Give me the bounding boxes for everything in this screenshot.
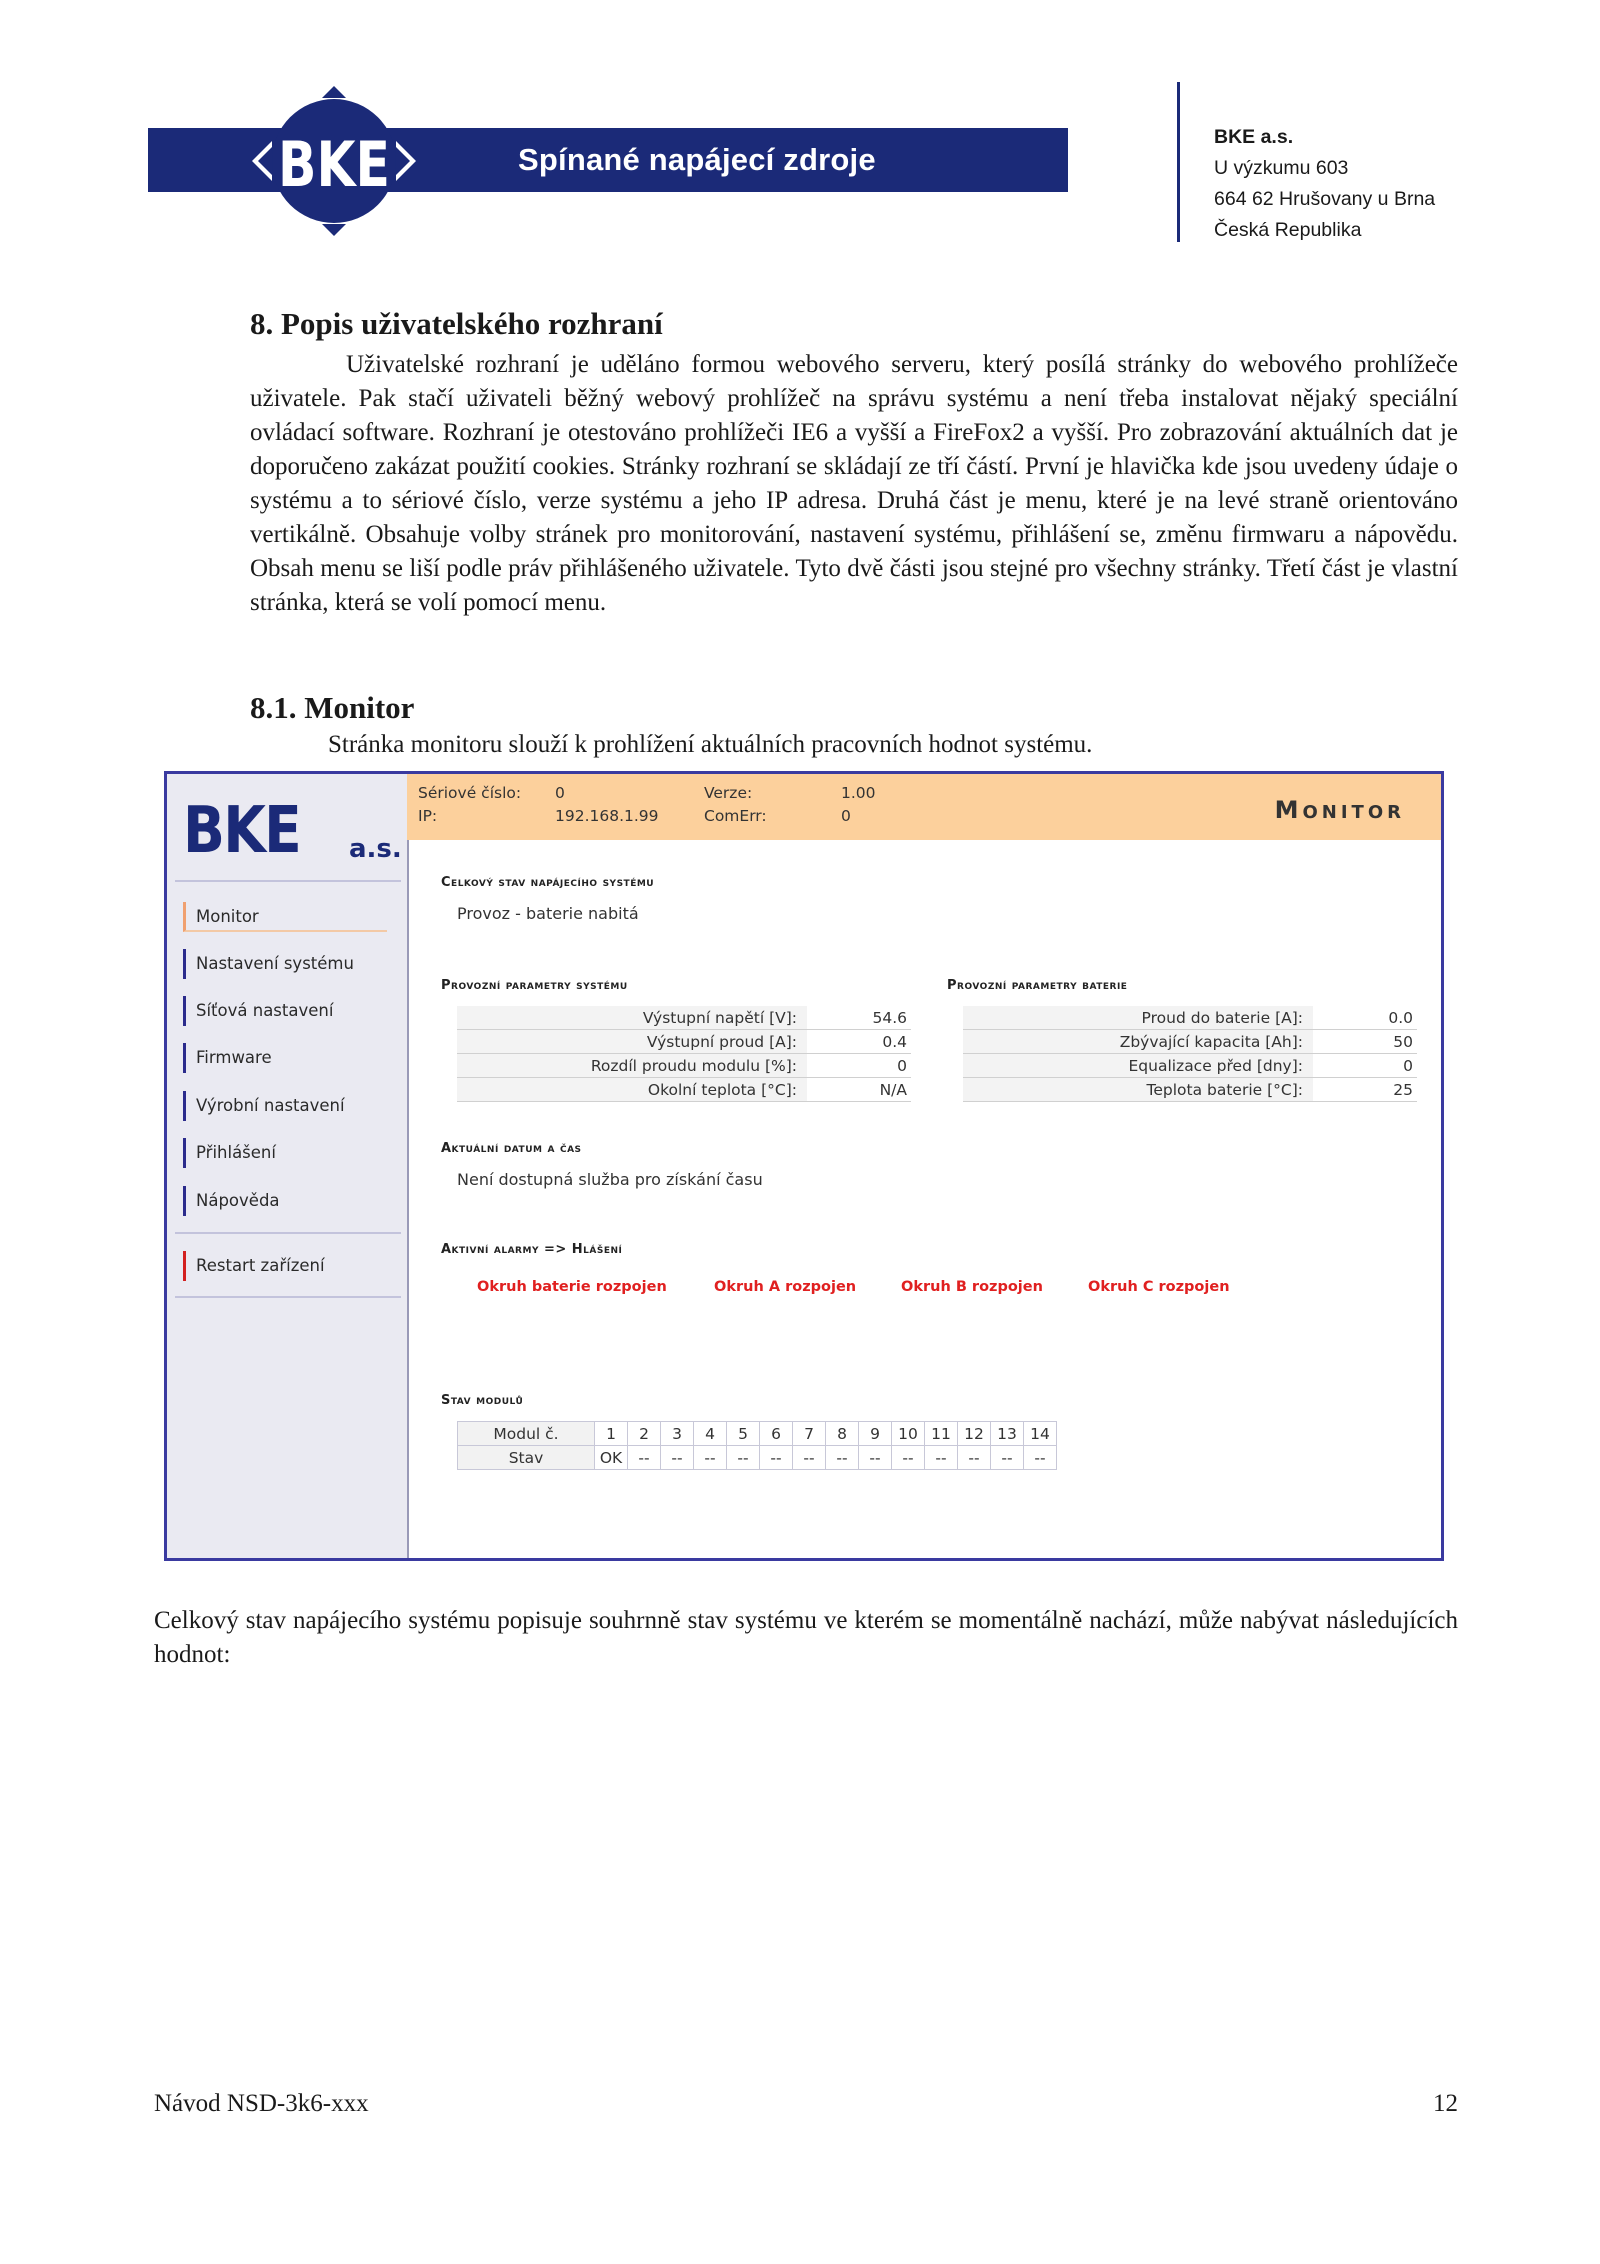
company-address: [1214, 122, 1435, 246]
alarms-title: Aktivní alarmy => Hlášení: [441, 1242, 623, 1257]
alarm-item: Okruh baterie rozpojen: [477, 1279, 667, 1295]
module-number: 14: [1024, 1422, 1057, 1446]
param-label: Rozdíl proudu modulu [%]:: [457, 1054, 807, 1078]
comerr-value: 0: [841, 807, 851, 825]
module-state: --: [661, 1446, 694, 1470]
module-number: 10: [892, 1422, 925, 1446]
system-params-table: [457, 1006, 911, 1102]
module-state: --: [958, 1446, 991, 1470]
subsection-intro: Stránka monitoru slouží k prohlížení aktuálních pracovních hodnot systému.: [328, 731, 1093, 758]
module-state: --: [892, 1446, 925, 1470]
table-row: [963, 1006, 1417, 1030]
param-label: Zbývající kapacita [Ah]:: [963, 1030, 1313, 1054]
module-state: OK: [595, 1446, 628, 1470]
table-row: [963, 1054, 1417, 1078]
module-number: 11: [925, 1422, 958, 1446]
sidebar-divider: [175, 880, 401, 882]
table-row: [457, 1078, 911, 1102]
overall-state-title: Celkový stav napájecího systému: [441, 875, 655, 890]
sidebar-divider: [175, 1296, 401, 1298]
alarm-item: Okruh B rozpojen: [901, 1279, 1043, 1295]
module-number: 1: [595, 1422, 628, 1446]
param-value: 25: [1313, 1078, 1417, 1102]
version-label: Verze:: [704, 784, 753, 802]
module-number: 13: [991, 1422, 1024, 1446]
brand-logo-text: BKE: [183, 794, 301, 868]
page-title-initial: M: [1274, 796, 1303, 824]
table-row: [963, 1030, 1417, 1054]
comerr-label: ComErr:: [704, 807, 767, 825]
info-bar: [407, 774, 1441, 840]
module-state: --: [694, 1446, 727, 1470]
param-value: 0: [1313, 1054, 1417, 1078]
page-title-rest: ONITOR: [1302, 802, 1405, 823]
nav-network-settings[interactable]: Síťová nastavení: [183, 996, 387, 1026]
modules-row-label: Modul č.: [458, 1422, 595, 1446]
alarm-item: Okruh A rozpojen: [714, 1279, 857, 1295]
module-number: 4: [694, 1422, 727, 1446]
version-value: 1.00: [841, 784, 876, 802]
module-state: --: [1024, 1446, 1057, 1470]
battery-params-table: [963, 1006, 1417, 1102]
param-label: Okolní teplota [°C]:: [457, 1078, 807, 1102]
module-state: --: [826, 1446, 859, 1470]
param-value: 0.0: [1313, 1006, 1417, 1030]
module-number: 3: [661, 1422, 694, 1446]
nav-system-settings[interactable]: Nastavení systému: [183, 949, 387, 979]
ip-label: IP:: [418, 807, 438, 825]
modules-title: Stav modulů: [441, 1393, 524, 1408]
nav-monitor[interactable]: Monitor: [183, 902, 387, 932]
system-params-title: Provozní parametry systému: [441, 978, 628, 993]
table-row: [963, 1078, 1417, 1102]
sidebar-divider: [175, 1232, 401, 1234]
param-value: N/A: [807, 1078, 911, 1102]
logo-text: BKE: [278, 128, 390, 201]
subsection-heading: 8.1. Monitor: [250, 690, 415, 725]
footer-document-name: Návod NSD-3k6-xxx: [154, 2090, 369, 2117]
modules-row-label: Stav: [458, 1446, 595, 1470]
nav-firmware[interactable]: Firmware: [183, 1043, 387, 1073]
module-state: --: [991, 1446, 1024, 1470]
section-paragraph: Uživatelské rozhraní je uděláno formou webového serveru, který posílá stránky do webového prohlížeče uživatele. Pak stačí uživateli běžný webový prohlížeč na správu systému a není třeba instalovat nějaký speciální ovládací software. Rozhraní je otestováno prohlížeči IE6 a vyšší a FireFox2 a vyšší. Pro zobrazování aktuálních dat je doporučeno zakázat použití cookies. Stránky rozhraní se skládají ze tří částí. První je hlavička kde jsou uvedeny údaje o systému a to sériové číslo, verze systému a jeho IP adresa. Druhá část je menu, které je na levé straně orientováno vertikálně. Obsahuje volby stránek pro monitorování, nastavení systému, přihlášení se, změnu firmwaru a nápovědu. Obsah menu se liší podle práv přihlášeného uživatele. Tyto dvě části jsou stejné pro všechny stránky. Třetí část je vlastní stránka, která se volí pomocí menu.: [250, 351, 1458, 616]
module-number: 8: [826, 1422, 859, 1446]
alarm-item: Okruh C rozpojen: [1088, 1279, 1230, 1295]
address-street: U výzkumu 603: [1214, 157, 1349, 179]
module-number: 6: [760, 1422, 793, 1446]
serial-label: Sériové číslo:: [418, 784, 522, 802]
modules-state-row: [458, 1446, 1057, 1470]
param-value: 0: [807, 1054, 911, 1078]
monitor-screenshot: [164, 771, 1444, 1561]
module-state: --: [859, 1446, 892, 1470]
header-band-text: Spínané napájecí zdroje: [518, 142, 876, 177]
module-number: 5: [727, 1422, 760, 1446]
brand-suffix: a.s.: [349, 834, 402, 864]
modules-number-row: [458, 1422, 1057, 1446]
datetime-value: Není dostupná služba pro získání času: [457, 1170, 763, 1189]
module-number: 12: [958, 1422, 991, 1446]
footer-page-number: 12: [1433, 2090, 1458, 2117]
nav-help[interactable]: Nápověda: [183, 1186, 387, 1216]
module-number: 7: [793, 1422, 826, 1446]
table-row: [457, 1054, 911, 1078]
description-paragraph: Celkový stav napájecího systému popisuje souhrnně stav systému ve kterém se momentálně nachází, může nabývat následujících hodnot:: [154, 1607, 1458, 1668]
sidebar: [167, 774, 409, 1558]
module-number: 2: [628, 1422, 661, 1446]
ip-value: 192.168.1.99: [555, 807, 659, 825]
sidebar-brand: [183, 794, 402, 868]
bke-logo: [246, 86, 422, 236]
table-row: [457, 1006, 911, 1030]
serial-value: 0: [555, 784, 565, 802]
address-city: 664 62 Hrušovany u Brna: [1214, 188, 1436, 210]
module-state: --: [628, 1446, 661, 1470]
module-state: --: [727, 1446, 760, 1470]
nav-restart-device[interactable]: Restart zařízení: [183, 1251, 387, 1281]
modules-table: [457, 1421, 1057, 1470]
overall-state-value: Provoz - baterie nabitá: [457, 904, 639, 923]
param-value: 0.4: [807, 1030, 911, 1054]
param-value: 50: [1313, 1030, 1417, 1054]
battery-params-title: Provozní parametry baterie: [947, 978, 1128, 993]
module-state: --: [793, 1446, 826, 1470]
nav-factory-settings[interactable]: Výrobní nastavení: [183, 1091, 387, 1121]
module-number: 9: [859, 1422, 892, 1446]
address-country: Česká Republika: [1214, 219, 1362, 241]
page-title-monitor: [1275, 796, 1405, 824]
company-name: BKE a.s.: [1214, 126, 1294, 148]
datetime-title: Aktuální datum a čas: [441, 1141, 582, 1156]
param-label: Proud do baterie [A]:: [963, 1006, 1313, 1030]
module-state: --: [760, 1446, 793, 1470]
nav-login[interactable]: Přihlášení: [183, 1138, 387, 1168]
section-heading: 8. Popis uživatelského rozhraní: [250, 306, 663, 341]
table-row: [457, 1030, 911, 1054]
param-label: Equalizace před [dny]:: [963, 1054, 1313, 1078]
param-label: Teplota baterie [°C]:: [963, 1078, 1313, 1102]
module-state: --: [925, 1446, 958, 1470]
param-label: Výstupní napětí [V]:: [457, 1006, 807, 1030]
param-value: 54.6: [807, 1006, 911, 1030]
header-separator: [1177, 82, 1180, 242]
param-label: Výstupní proud [A]:: [457, 1030, 807, 1054]
